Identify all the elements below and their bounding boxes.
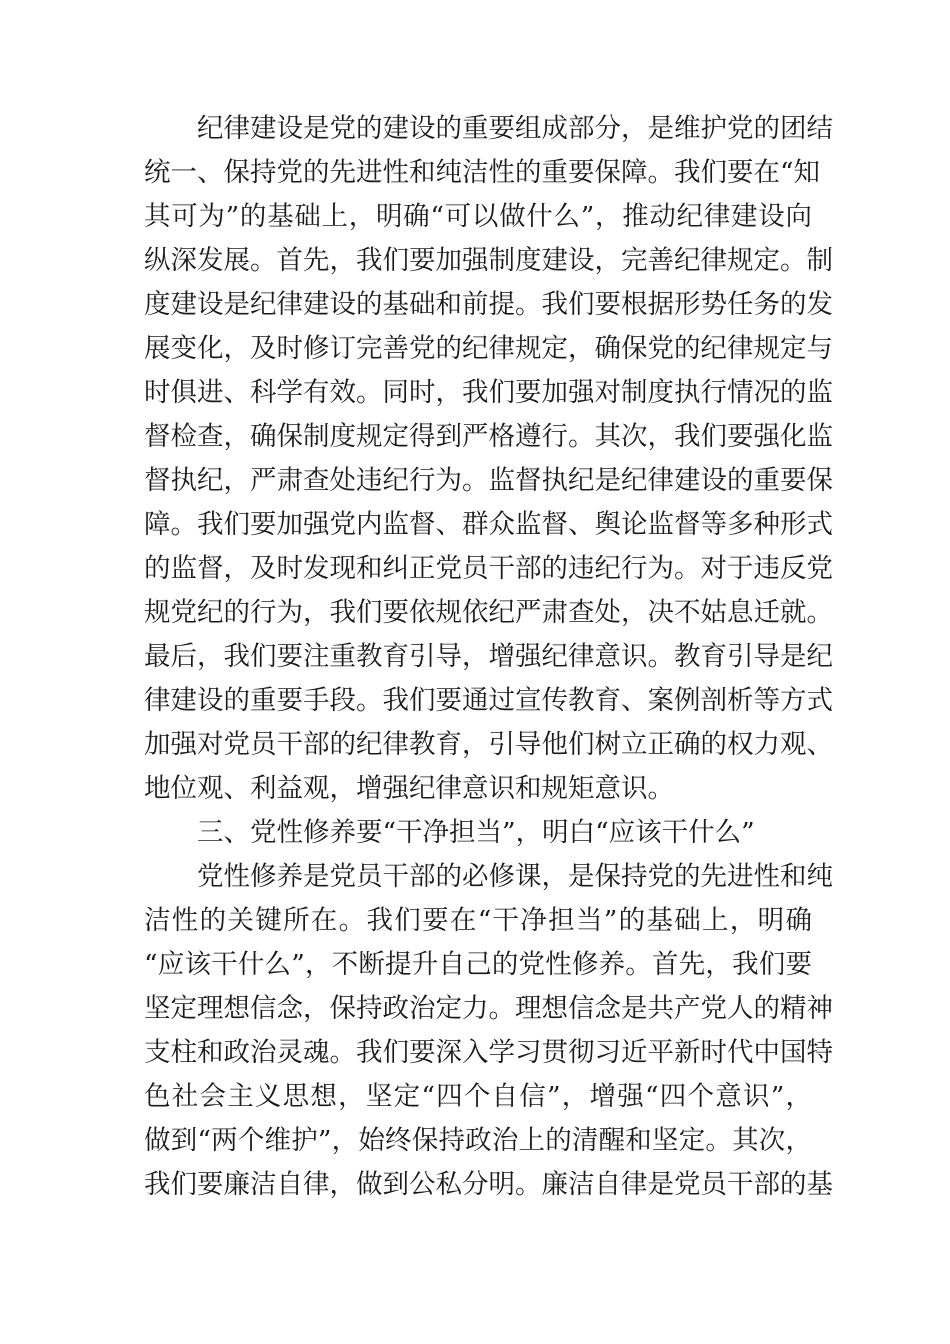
paragraph-line: 律建设的重要手段。我们要通过宣传教育、案例剖析等方式 <box>144 685 833 716</box>
paragraph-line: 规党纪的行为，我们要依规依纪严肃查处，决不姑息迁就。 <box>144 597 833 628</box>
section-heading: 三、党性修养要“干净担当”，明白“应该干什么” <box>197 817 755 848</box>
paragraph-line: 坚定理想信念，保持政治定力。理想信念是共产党人的精神 <box>144 993 833 1024</box>
paragraph-line: 时俱进、科学有效。同时，我们要加强对制度执行情况的监 <box>144 377 833 408</box>
paragraph-line: 统一、保持党的先进性和纯洁性的重要保障。我们要在“知 <box>144 157 821 188</box>
paragraph-line: 纵深发展。首先，我们要加强制度建设，完善纪律规定。制 <box>144 245 833 276</box>
paragraph-line: 洁性的关键所在。我们要在“干净担当”的基础上，明确 <box>144 905 812 936</box>
paragraph-line: 党性修养是党员干部的必修课，是保持党的先进性和纯 <box>197 861 833 892</box>
paragraph-line: 色社会主义思想，坚定“四个自信”，增强“四个意识”， <box>144 1081 812 1112</box>
paragraph-line: 展变化，及时修订完善党的纪律规定，确保党的纪律规定与 <box>144 333 833 364</box>
paragraph-line: “应该干什么”，不断提升自己的党性修养。首先，我们要 <box>144 949 812 980</box>
paragraph-line: 做到“两个维护”，始终保持政治上的清醒和坚定。其次， <box>144 1125 812 1156</box>
paragraph-line: 其可为”的基础上，明确“可以做什么”，推动纪律建设向 <box>144 201 812 232</box>
paragraph-line: 最后，我们要注重教育引导，增强纪律意识。教育引导是纪 <box>144 641 833 672</box>
paragraph-line: 加强对党员干部的纪律教育，引导他们树立正确的权力观、 <box>144 729 833 760</box>
paragraph-line: 纪律建设是党的建设的重要组成部分，是维护党的团结 <box>197 113 833 144</box>
paragraph-line: 我们要廉洁自律，做到公私分明。廉洁自律是党员干部的基 <box>144 1169 833 1200</box>
paragraph-line: 支柱和政治灵魂。我们要深入学习贯彻习近平新时代中国特 <box>144 1037 833 1068</box>
paragraph-line: 度建设是纪律建设的基础和前提。我们要根据形势任务的发 <box>144 289 833 320</box>
paragraph-line: 督检查，确保制度规定得到严格遵行。其次，我们要强化监 <box>144 421 833 452</box>
paragraph-line: 障。我们要加强党内监督、群众监督、舆论监督等多种形式 <box>144 509 833 540</box>
paragraph-line: 地位观、利益观，增强纪律意识和规矩意识。 <box>144 773 674 804</box>
paragraph-line: 督执纪，严肃查处违纪行为。监督执纪是纪律建设的重要保 <box>144 465 833 496</box>
paragraph-line: 的监督，及时发现和纠正党员干部的违纪行为。对于违反党 <box>144 553 833 584</box>
